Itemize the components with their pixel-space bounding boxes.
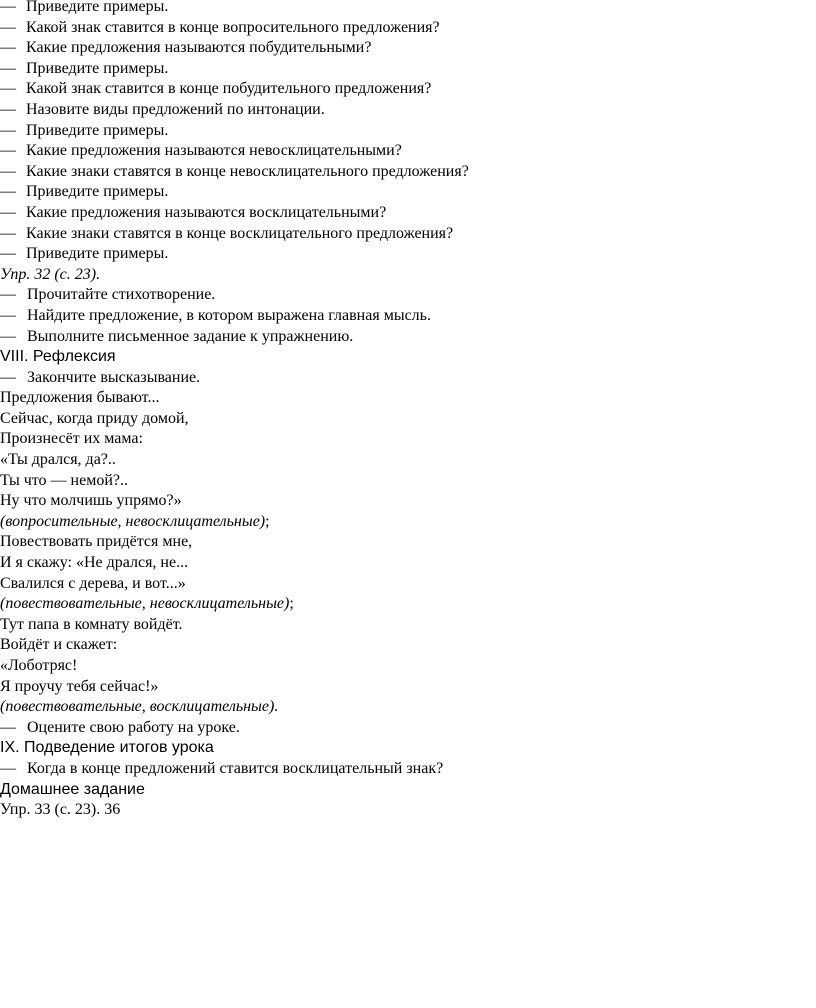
dash: — <box>0 39 16 57</box>
poem-line: Сейчас, когда приду домой, <box>0 409 189 427</box>
task-text: Найдите предложение, в котором выражена главная мысль. <box>27 306 431 324</box>
section-heading-summary: IX. Подведение итогов урока <box>0 739 214 757</box>
question-text: Приведите примеры. <box>26 121 169 139</box>
poem-line: Предложения бывают... <box>0 389 160 407</box>
answer-text: (вопросительные, невосклицательные) <box>0 512 266 530</box>
question-text: Какие знаки ставятся в конце восклицательного предложения? <box>26 224 454 242</box>
homework-text: Упр. 33 (с. 23). 36 <box>0 801 121 819</box>
question-line <box>0 162 810 183</box>
poem-line: Я проучу тебя сейчас!» <box>0 677 159 695</box>
question-line <box>0 59 810 80</box>
dash: — <box>0 80 16 98</box>
answer-text: (повествовательные, невосклицательные) <box>0 595 290 613</box>
question-line <box>0 141 810 162</box>
task-line <box>0 368 810 389</box>
poem-line: Свалился с дерева, и вот...» <box>0 574 186 592</box>
question-text: Какие предложения называются восклицательными? <box>26 203 387 221</box>
poem-line: Повествовать придётся мне, <box>0 533 193 551</box>
dash: — <box>0 203 16 221</box>
poem-line: Ты что — немой?.. <box>0 471 129 489</box>
dash: — <box>0 121 16 139</box>
dash: — <box>0 162 16 180</box>
task-line <box>0 306 810 327</box>
question-line <box>0 79 810 100</box>
question-text: Какой знак ставится в конце вопросительного предложения? <box>26 18 440 36</box>
dash: — <box>0 0 16 15</box>
answer-punct: ; <box>265 512 270 530</box>
question-text: Какие знаки ставятся в конце невосклицательного предложения? <box>26 162 469 180</box>
question-text: Какие предложения называются невосклицательными? <box>26 142 402 160</box>
task-text: Оцените свою работу на уроке. <box>27 718 240 736</box>
task-line <box>0 327 810 348</box>
question-line <box>0 182 810 203</box>
dash: — <box>0 18 16 36</box>
dash: — <box>0 59 16 77</box>
exercise-title: Упр. 32 (с. 23). <box>0 265 101 283</box>
question-line <box>0 100 810 121</box>
question-line <box>0 224 810 245</box>
answer-line: (повествовательные, восклицательные). <box>0 698 279 716</box>
dash: — <box>0 224 16 242</box>
section-heading-homework: Домашнее задание <box>0 780 145 798</box>
answer-line <box>0 512 810 533</box>
poem-line: Ну что молчишь упрямо?» <box>0 492 182 510</box>
task-text: Прочитайте стихотворение. <box>27 286 216 304</box>
question-text: Приведите примеры. <box>26 59 169 77</box>
dash: — <box>0 306 16 324</box>
question-text: Какие предложения называются побудительными? <box>26 39 372 57</box>
question-line <box>0 18 810 39</box>
poem-line: «Ты дрался, да?.. <box>0 451 116 469</box>
poem-line: Произнесёт их мама: <box>0 430 143 448</box>
poem-line: Тут папа в комнату войдёт. <box>0 615 183 633</box>
task-line <box>0 285 810 306</box>
question-line <box>0 121 810 142</box>
dash: — <box>0 245 16 263</box>
poem-line: Войдёт и скажет: <box>0 636 118 654</box>
section-heading-reflection: VIII. Рефлексия <box>0 348 116 366</box>
task-line <box>0 718 810 739</box>
dash: — <box>0 100 16 118</box>
dash: — <box>0 327 16 345</box>
answer-punct: ; <box>289 595 294 613</box>
poem-line: И я скажу: «Не дрался, не... <box>0 554 189 572</box>
task-text: Выполните письменное задание к упражнению. <box>27 327 354 345</box>
task-text: Закончите высказывание. <box>27 368 201 386</box>
question-line <box>0 38 810 59</box>
question-text: Назовите виды предложений по интонации. <box>26 100 325 118</box>
task-text: Когда в конце предложений ставится восклицательный знак? <box>27 759 444 777</box>
question-text: Приведите примеры. <box>26 183 169 201</box>
question-line <box>0 0 810 18</box>
dash: — <box>0 718 16 736</box>
answer-line <box>0 594 810 615</box>
question-line <box>0 244 810 265</box>
question-text: Какой знак ставится в конце побудительного предложения? <box>26 80 432 98</box>
question-text: Приведите примеры. <box>26 245 169 263</box>
task-line <box>0 759 810 780</box>
dash: — <box>0 759 16 777</box>
dash: — <box>0 142 16 160</box>
question-line <box>0 203 810 224</box>
poem-line: «Лоботряс! <box>0 657 78 674</box>
dash: — <box>0 286 16 304</box>
question-text: Приведите примеры. <box>26 0 169 15</box>
dash: — <box>0 183 16 201</box>
dash: — <box>0 368 16 386</box>
